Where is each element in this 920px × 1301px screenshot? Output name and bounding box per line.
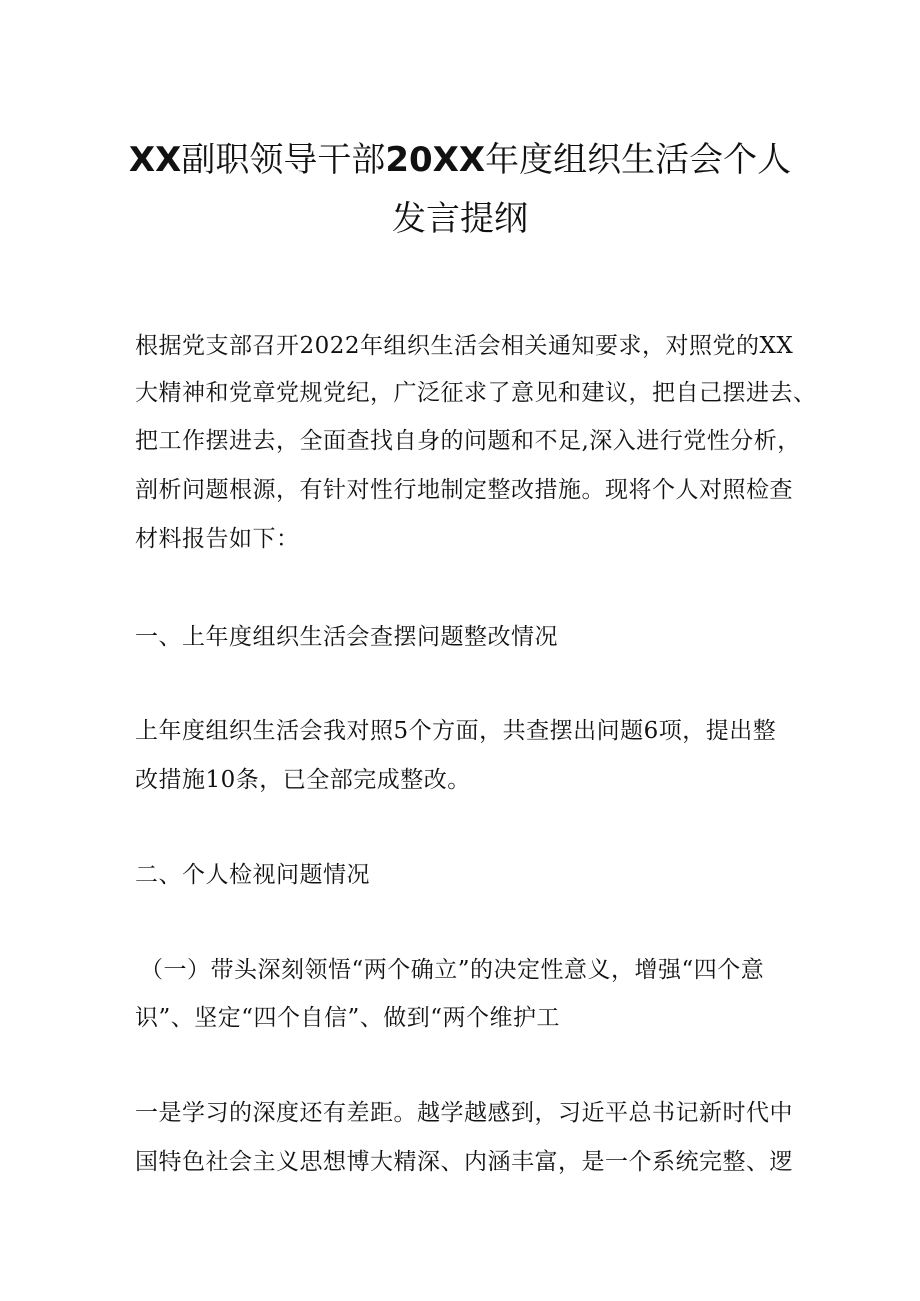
document-title-line-1: XX副职领导干部20XX年度组织生活会个人 bbox=[128, 140, 792, 180]
section-1-text-line-2: 改措施10条，已全部完成整改。 bbox=[135, 767, 471, 793]
section-2-heading: 二、个人检视问题情况 bbox=[135, 862, 370, 888]
point-1-line-2: 国特色社会主义思想博大精深、内涵丰富，是一个系统完整、逻 bbox=[135, 1149, 793, 1175]
intro-line-4: 剖析问题根源，有针对性行地制定整改措施。现将个人对照检查 bbox=[135, 477, 793, 503]
subsection-1-heading-line-1: （一）带头深刻领悟“两个确立”的决定性意义，增强“四个意 bbox=[140, 957, 765, 983]
section-1-text-line-1: 上年度组织生活会我对照5个方面，共查摆出问题6项，提出整 bbox=[135, 718, 777, 744]
point-1-line-1: 一是学习的深度还有差距。越学越感到，习近平总书记新时代中 bbox=[135, 1100, 793, 1126]
section-1-heading: 一、上年度组织生活会查摆问题整改情况 bbox=[135, 624, 558, 650]
intro-line-1: 根据党支部召开2022年组织生活会相关通知要求，对照党的XX bbox=[135, 333, 794, 359]
intro-line-2: 大精神和党章党规党纪，广泛征求了意见和建议，把自己摆进去、 bbox=[135, 380, 817, 406]
intro-line-5: 材料报告如下： bbox=[135, 526, 300, 552]
intro-line-3: 把工作摆进去，全面查找自身的问题和不足,深入进行党性分析， bbox=[135, 428, 801, 454]
document-title-line-2: 发言提纲 bbox=[392, 199, 528, 239]
subsection-1-heading-line-2: 识”、坚定“四个自信”、做到“两个维护工 bbox=[135, 1005, 561, 1031]
